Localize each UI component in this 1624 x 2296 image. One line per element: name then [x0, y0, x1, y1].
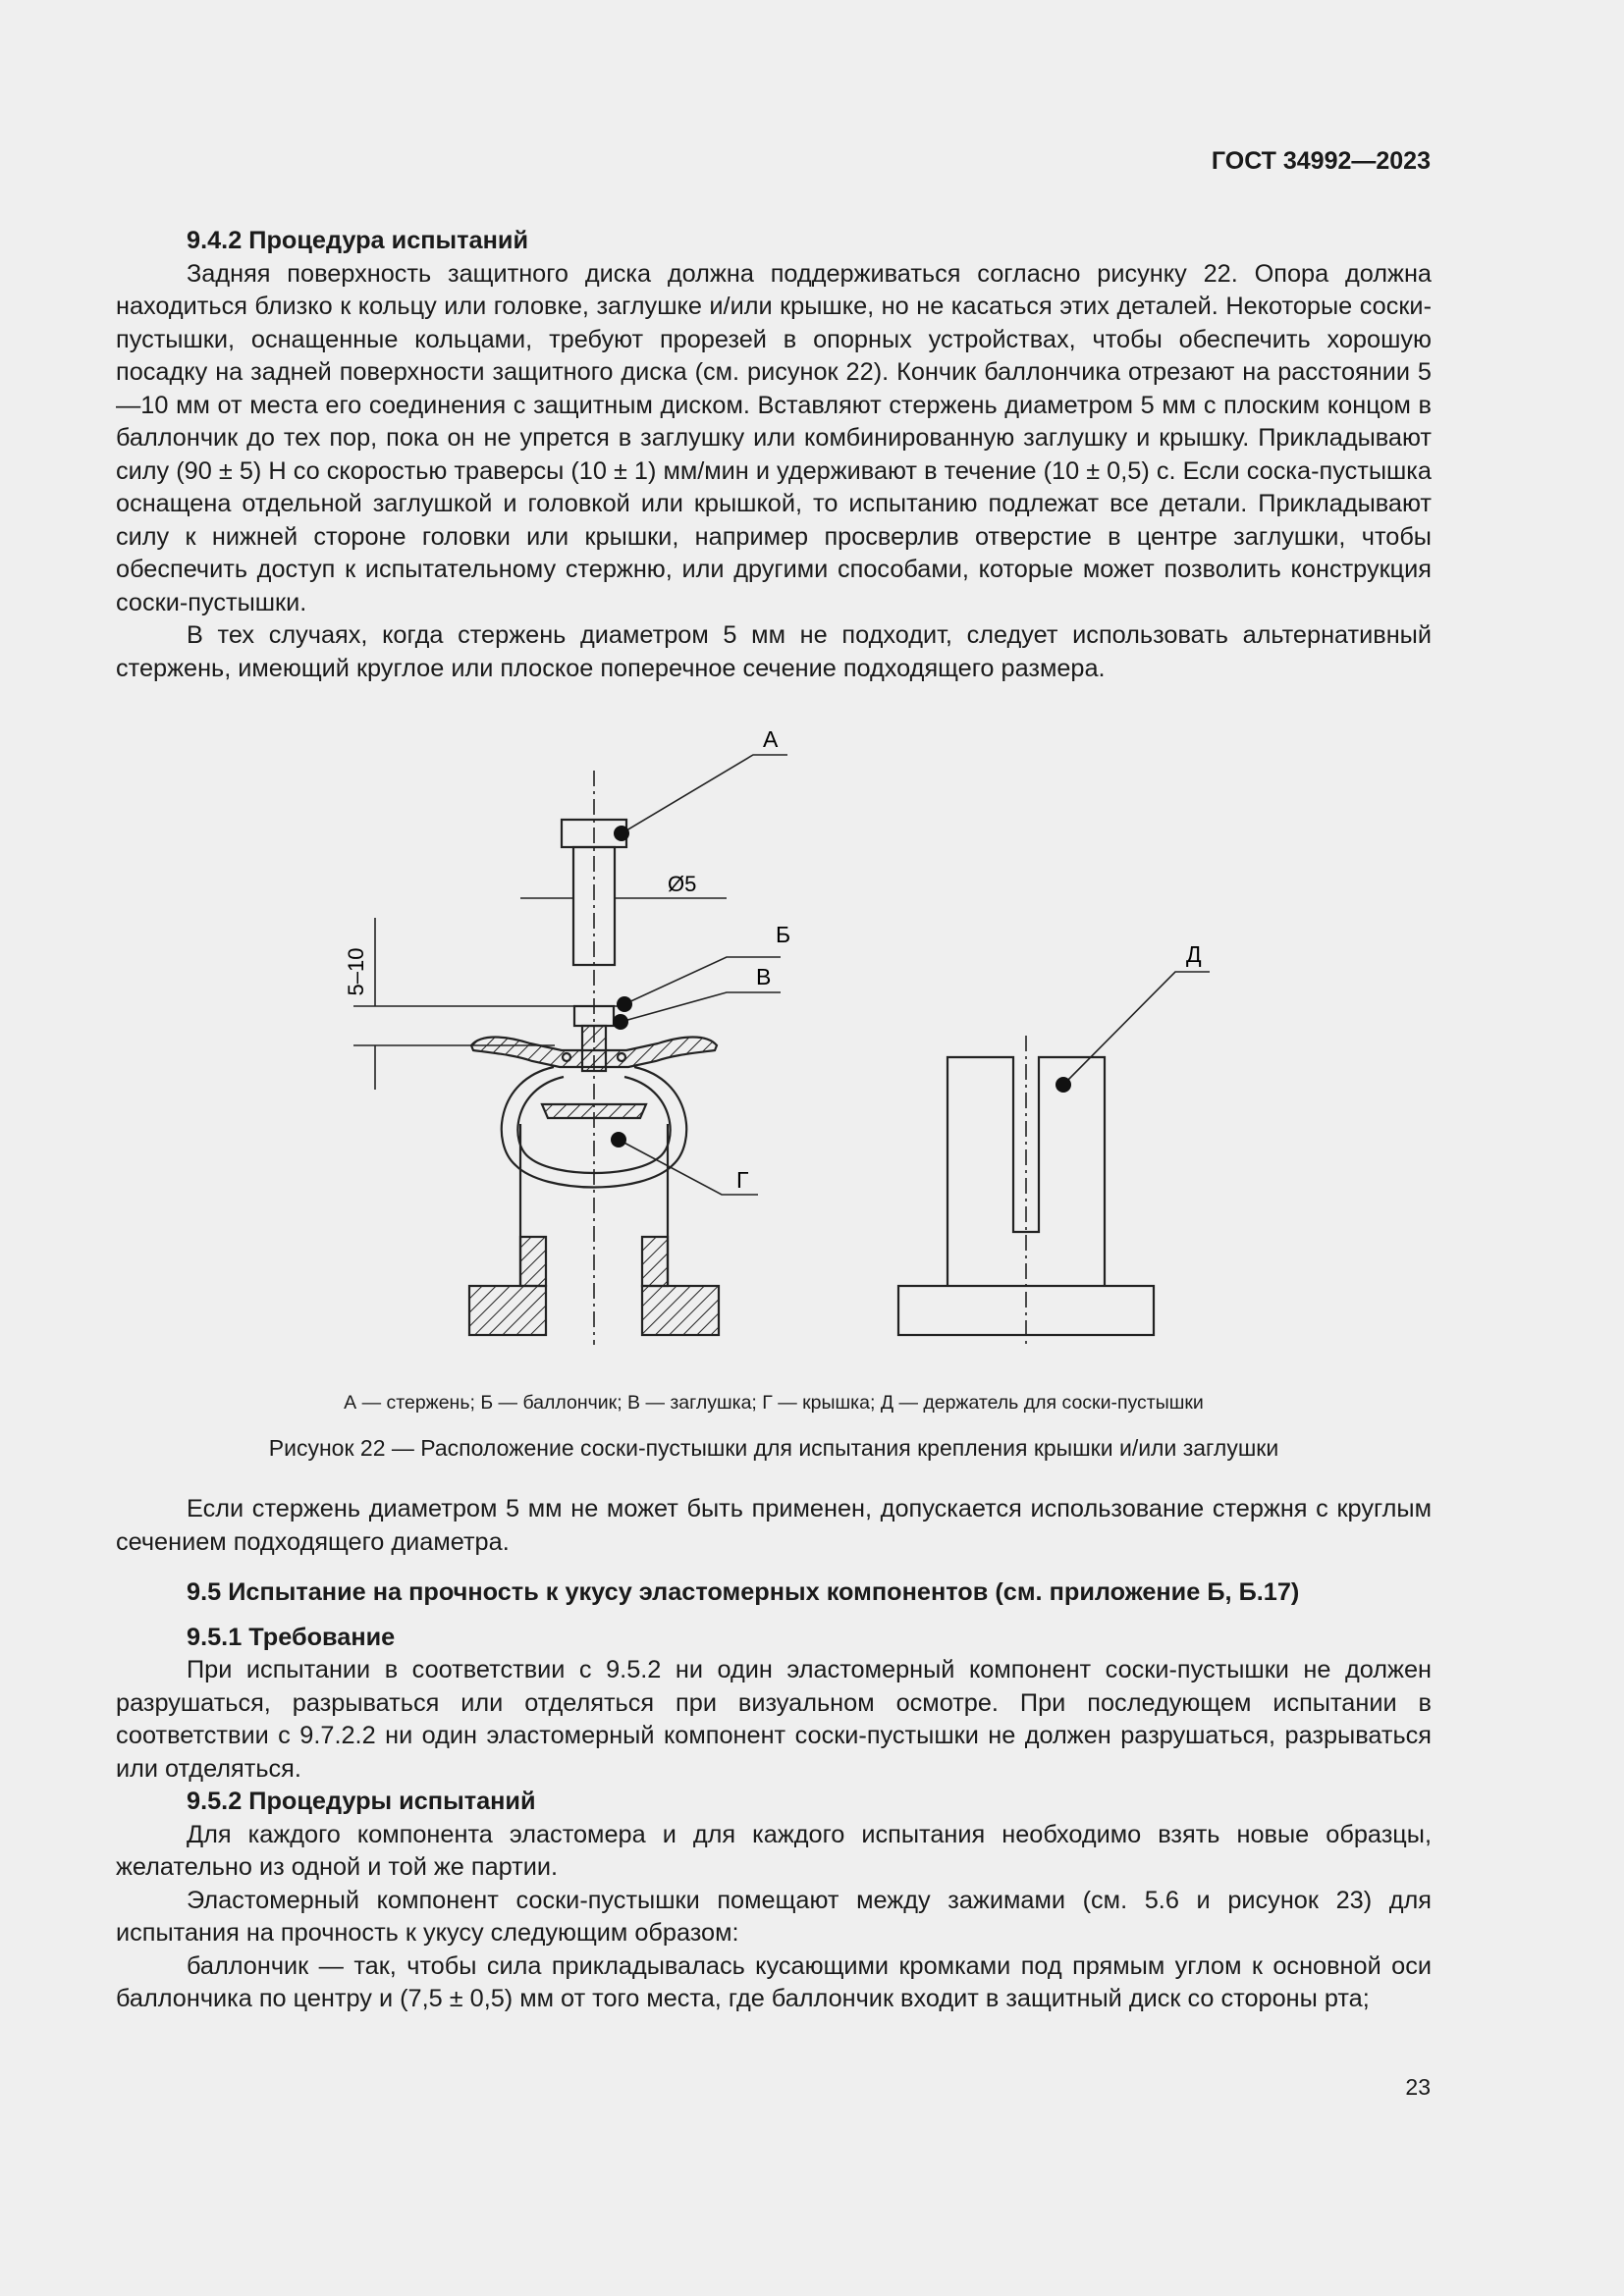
heading-9-4-2: 9.4.2 Процедура испытаний	[187, 227, 528, 254]
paragraph: Эластомерный компонент соски-пустышки помещают между зажимами (см. 5.6 и рисунок 23) для испытания на прочность к укусу следующим образом:	[116, 1886, 1432, 1947]
label-d: Д	[1186, 941, 1202, 967]
document-id: ГОСТ 34992—2023	[1211, 147, 1431, 175]
figure-legend: А — стержень; Б — баллончик; В — заглушка; Г — крышка; Д — держатель для соски-пустышки	[344, 1392, 1204, 1414]
paragraph: Для каждого компонента эластомера и для каждого испытания необходимо взять новые образцы, желательно из одной и той же партии.	[116, 1820, 1432, 1881]
section-9-5	[116, 1576, 1432, 2016]
paragraph: баллончик — так, чтобы сила прикладывалась кусающими кромками под прямым углом к основной оси баллончика по центру и (7,5 ± 0,5) мм от того места, где баллончик входит в защитный диск со стороны рта;	[116, 1951, 1432, 2012]
paragraph: Если стержень диаметром 5 мм не может быть применен, допускается использование стержня с круглым сечением подходящего диаметра.	[116, 1495, 1432, 1556]
section-9-4-2	[116, 225, 1432, 685]
page-number: 23	[1405, 2074, 1431, 2100]
paragraph: При испытании в соответствии с 9.5.2 ни один эластомерный компонент соски-пустышки не должен разрушаться, разрываться или отделяться при визуальном осмотре. При последующем испытании в соответствии с 9.7.2.2 ни один эластомерный компонент соски-пустышки не должен разрушаться, разрываться или отделяться.	[116, 1656, 1432, 1783]
paragraph: В тех случаях, когда стержень диаметром 5 мм не подходит, следует использовать альтернативный стержень, имеющий круглое или плоское поперечное сечение подходящего размера.	[116, 621, 1432, 682]
leader-lines	[619, 755, 1210, 1195]
heading-9-5-1: 9.5.1 Требование	[187, 1623, 396, 1651]
label-5-10: 5–10	[344, 947, 368, 996]
label-b: Б	[776, 922, 791, 947]
after-figure-text	[116, 1493, 1432, 1559]
heading-9-5-2: 9.5.2 Процедуры испытаний	[187, 1788, 536, 1815]
label-v: В	[756, 964, 772, 989]
label-g: Г	[736, 1167, 749, 1193]
label-dia5: Ø5	[668, 872, 697, 896]
figure-caption: Рисунок 22 — Расположение соски-пустышки для испытания крепления крышки и/или заглушки	[268, 1435, 1279, 1461]
label-a: А	[763, 726, 779, 752]
heading-9-5: 9.5 Испытание на прочность к укусу эластомерных компонентов (см. приложение Б, Б.17)	[187, 1578, 1300, 1606]
figure-22	[334, 712, 1296, 1360]
paragraph: Задняя поверхность защитного диска должна поддерживаться согласно рисунку 22. Опора должна находиться близко к кольцу или головке, заглушке и/или крышке, но не касаться этих деталей. Некоторые соски-пустышки, оснащенные кольцами, требуют прорезей в опорных устройствах, чтобы обеспечить хорошую посадку на задней поверхности защитного диска (см. рисунок 22). Кончик баллончика отрезают на расстоянии 5—10 мм от места его соединения с защитным диском. Вставляют стержень диаметром 5 мм с плоским концом в баллончик до тех пор, пока он не упрется в заглушку или комбинированную заглушку и крышку. Прикладывают силу (90 ± 5) Н со скоростью траверсы (10 ± 1) мм/мин и удерживают в течение (10 ± 0,5) с. Если соска-пустышка оснащена отдельной заглушкой и головкой или крышкой, то испытанию подлежат все детали. Прикладывают силу к нижней стороне головки или крышки, например просверлив отверстие в центре заглушки, чтобы обеспечить доступ к испытательному стержню, или другими способами, которые может позволить конструкция соски-пустышки.	[116, 259, 1432, 616]
